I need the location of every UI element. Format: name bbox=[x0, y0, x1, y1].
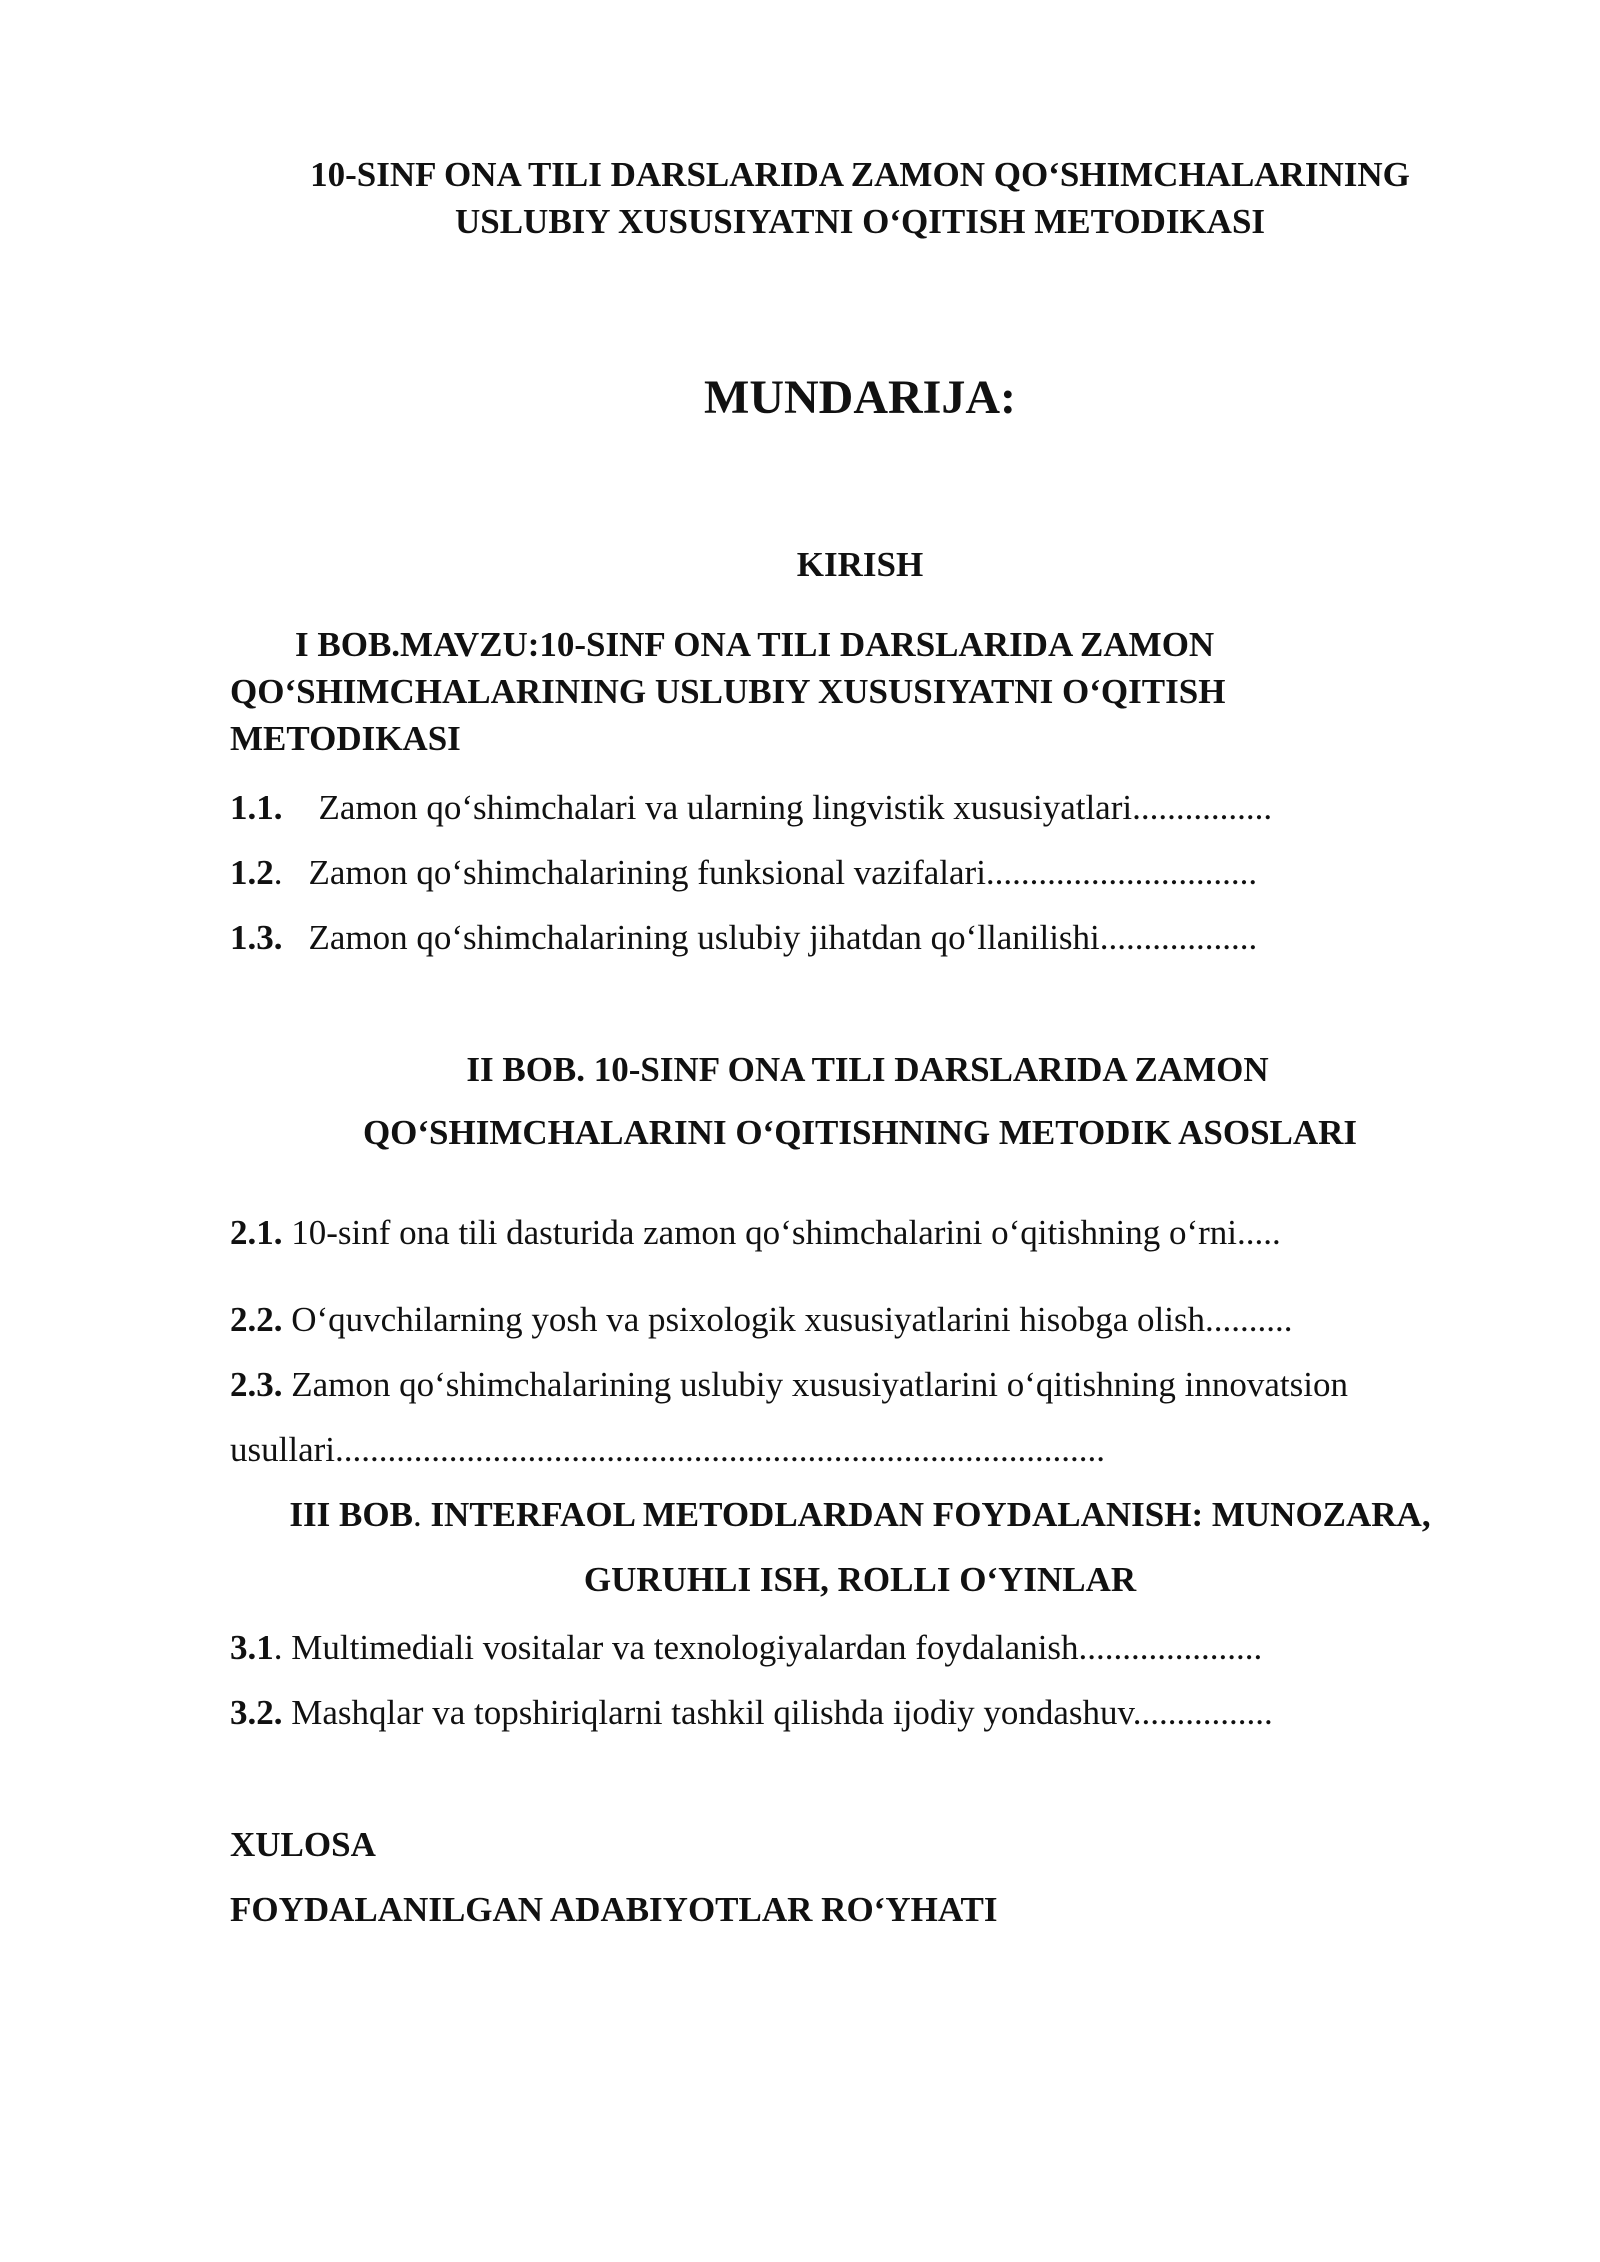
toc-item-text: Multimediali vositalar va texnologiyalardan foydalanish..................... bbox=[291, 1628, 1263, 1667]
toc-item-2-1 bbox=[230, 1213, 1281, 1253]
toc-item-1-3 bbox=[230, 918, 1257, 958]
chapter3-label-separator: . bbox=[412, 1495, 422, 1534]
document-title-line-1: 10-SINF ONA TILI DARSLARIDA ZAMON QO‘SHIMCHALARINING bbox=[310, 155, 1410, 194]
chapter2-heading-line-2: QO‘SHIMCHALARINI O‘QITISHNING METODIK ASOSLARI bbox=[362, 1113, 1358, 1152]
chapter3-heading-line-1 bbox=[0, 1495, 1600, 1535]
toc-item-number: 3.1 bbox=[230, 1628, 274, 1667]
chapter1-heading-line-1: I BOB.MAVZU:10-SINF ONA TILI DARSLARIDA ZAMON bbox=[295, 625, 1215, 664]
toc-item-text: 10-sinf ona tili dasturida zamon qo‘shimchalarini o‘qitishning o‘rni..... bbox=[291, 1213, 1281, 1252]
references-heading: FOYDALANILGAN ADABIYOTLAR RO‘YHATI bbox=[230, 1890, 998, 1929]
chapter3-label: III BOB bbox=[289, 1495, 413, 1534]
toc-item-text: Zamon qo‘shimchalari va ularning lingvistik xususiyatlari................ bbox=[318, 788, 1273, 827]
toc-item-1-1 bbox=[230, 788, 1272, 828]
chapter3-title: INTERFAOL METODLARDAN FOYDALANISH: MUNOZARA, bbox=[421, 1495, 1431, 1534]
toc-item-1-2 bbox=[230, 853, 1257, 893]
toc-item-3-2 bbox=[230, 1693, 1273, 1733]
toc-item-2-3-continued: usullari........................................................................................ bbox=[230, 1430, 1105, 1469]
chapter1-heading-line-3: METODIKASI bbox=[230, 719, 461, 758]
toc-item-separator: . bbox=[273, 853, 283, 892]
toc-item-text: Zamon qo‘shimchalarining uslubiy jihatdan qo‘llanilishi.................. bbox=[308, 918, 1258, 957]
toc-item-number: 1.3. bbox=[230, 918, 283, 957]
intro-heading: KIRISH bbox=[796, 545, 924, 584]
toc-item-number: 3.2. bbox=[230, 1693, 283, 1732]
conclusion-heading: XULOSA bbox=[230, 1825, 376, 1864]
toc-item-text: Zamon qo‘shimchalarining funksional vazifalari............................... bbox=[308, 853, 1258, 892]
toc-item-number: 1.2 bbox=[230, 853, 274, 892]
toc-item-2-2 bbox=[230, 1300, 1293, 1340]
toc-item-number: 2.2. bbox=[230, 1300, 283, 1339]
toc-item-number: 2.3. bbox=[230, 1365, 283, 1404]
contents-heading: MUNDARIJA: bbox=[704, 371, 1016, 424]
toc-item-number: 2.1. bbox=[230, 1213, 283, 1252]
toc-item-number: 1.1. bbox=[230, 788, 283, 827]
chapter3-heading-line-2: GURUHLI ISH, ROLLI O‘YINLAR bbox=[583, 1560, 1137, 1599]
toc-item-separator: . bbox=[273, 1628, 283, 1667]
toc-item-3-1 bbox=[230, 1628, 1262, 1668]
chapter2-heading-line-1: II BOB. 10-SINF ONA TILI DARSLARIDA ZAMON bbox=[466, 1050, 1269, 1089]
toc-item-text: O‘quvchilarning yosh va psixologik xususiyatlarini hisobga olish.......... bbox=[291, 1300, 1293, 1339]
document-title-line-2: USLUBIY XUSUSIYATNI O‘QITISH METODIKASI bbox=[454, 202, 1266, 241]
toc-item-2-3 bbox=[230, 1365, 1348, 1405]
toc-item-text: Mashqlar va topshiriqlarni tashkil qilishda ijodiy yondashuv................ bbox=[291, 1693, 1273, 1732]
toc-item-text: Zamon qo‘shimchalarining uslubiy xususiyatlarini o‘qitishning innovatsion bbox=[291, 1365, 1348, 1404]
chapter1-heading-line-2: QO‘SHIMCHALARINING USLUBIY XUSUSIYATNI O‘QITISH bbox=[230, 672, 1226, 711]
